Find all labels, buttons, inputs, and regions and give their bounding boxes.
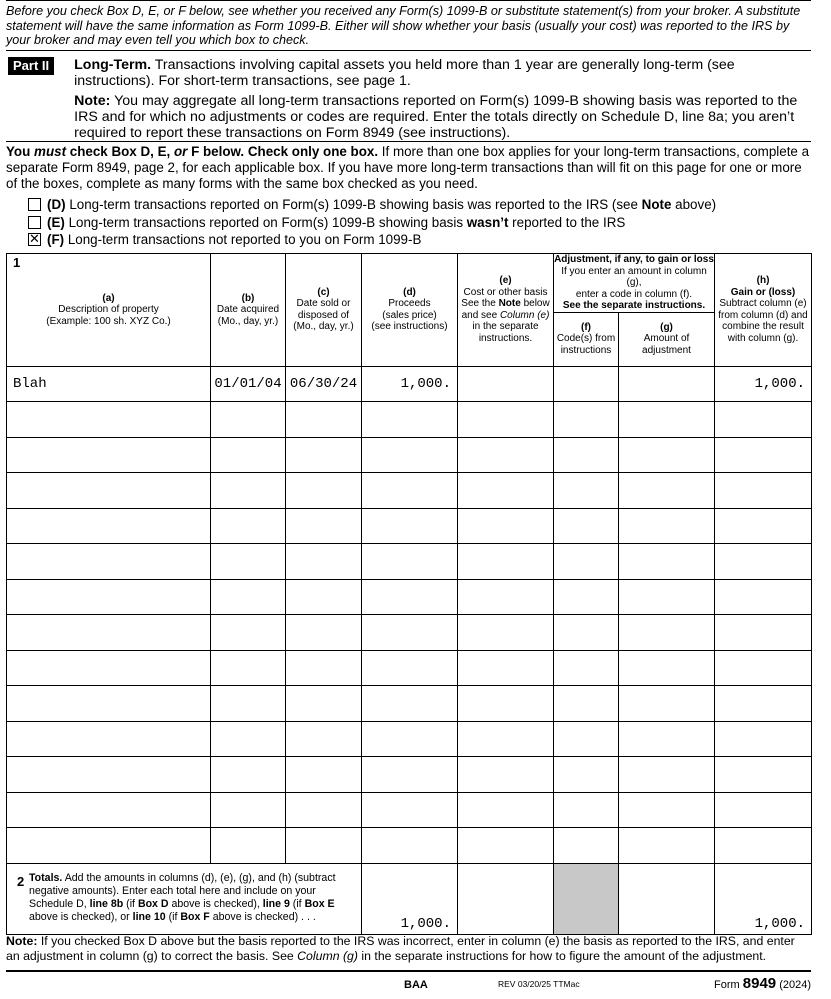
must-check-instructions bbox=[6, 142, 811, 196]
footer-form-label: Form bbox=[714, 979, 743, 991]
totals-t7: (if bbox=[289, 897, 305, 910]
adj-l2: enter a code in column (f). bbox=[575, 288, 693, 300]
cost-basis-cell[interactable] bbox=[458, 402, 554, 438]
box-checklist bbox=[6, 196, 811, 251]
date-acquired-cell[interactable] bbox=[211, 757, 286, 793]
adjustment-code-cell[interactable] bbox=[554, 579, 619, 615]
date-sold-cell[interactable] bbox=[286, 721, 362, 757]
must-e: F below. Check only one box. bbox=[187, 144, 379, 159]
table-row bbox=[7, 615, 812, 651]
adjustment-amount-cell[interactable] bbox=[619, 757, 715, 793]
proceeds-cell[interactable] bbox=[362, 508, 458, 544]
col-c-header bbox=[286, 254, 362, 367]
date-sold-cell[interactable] bbox=[286, 437, 362, 473]
note-italic: Column (g) bbox=[297, 949, 358, 963]
part-note-label: Note: bbox=[74, 93, 111, 109]
adjustment-amount-cell[interactable] bbox=[619, 366, 715, 402]
proceeds-cell[interactable] bbox=[362, 615, 458, 651]
part-heading-text: Transactions involving capital assets you held more than 1 year are generally long-term (see instructions). For short-term transactions, see page 1. bbox=[74, 57, 735, 89]
date-sold-cell[interactable] bbox=[286, 686, 362, 722]
col-c-l2: disposed of bbox=[297, 309, 350, 321]
date-acquired-cell[interactable] bbox=[211, 579, 286, 615]
part-heading: Long-Term. bbox=[74, 57, 152, 73]
cost-basis-cell[interactable] bbox=[458, 579, 554, 615]
box-e-row[interactable] bbox=[28, 214, 811, 232]
box-f-row[interactable] bbox=[28, 231, 811, 249]
adjustment-code-cell[interactable] bbox=[554, 508, 619, 544]
table-row bbox=[7, 757, 812, 793]
gain-loss-cell[interactable] bbox=[715, 437, 812, 473]
adjustment-code-cell[interactable] bbox=[554, 544, 619, 580]
adj-l1: If you enter an amount in column (g), bbox=[561, 265, 707, 288]
adjustment-code-cell[interactable] bbox=[554, 402, 619, 438]
table-row bbox=[7, 650, 812, 686]
date-acquired-cell[interactable] bbox=[211, 721, 286, 757]
note-text: If you checked Box D above but the basis reported to the IRS was incorrect, enter in column (e) the basis as reported to the IRS, and enter an adjustment in column (g) to correct the basis. See bbox=[6, 934, 795, 963]
date-acquired-cell[interactable] bbox=[211, 828, 286, 864]
col-e-l1: Cost or other basis bbox=[463, 286, 548, 298]
table-row bbox=[7, 366, 812, 402]
col-a-l2: (Example: 100 sh. XYZ Co.) bbox=[46, 315, 171, 327]
part-badge: Part II bbox=[8, 57, 54, 75]
box-e-bold: wasn’t bbox=[466, 214, 509, 230]
totals-t3: (if bbox=[123, 897, 138, 910]
gain-loss-cell[interactable] bbox=[715, 828, 812, 864]
date-acquired-cell[interactable] bbox=[211, 473, 286, 509]
totals-t13: above is checked) . . . bbox=[209, 911, 316, 924]
totals-label bbox=[7, 863, 362, 934]
col-d-letter: (d) bbox=[403, 286, 416, 298]
box-d-text: Long-term transactions reported on Form(s) 1099-B showing basis was reported to the IRS (see bbox=[65, 197, 642, 212]
table-row bbox=[7, 579, 812, 615]
table-row bbox=[7, 437, 812, 473]
box-e-text: Long-term transactions reported on Form(s) 1099-B showing basis bbox=[64, 214, 467, 230]
adjustment-amount-cell[interactable] bbox=[619, 792, 715, 828]
date-acquired-cell[interactable] bbox=[211, 792, 286, 828]
adjustment-code-cell[interactable] bbox=[554, 686, 619, 722]
col-f-l2: instructions bbox=[560, 344, 612, 356]
note-label: Note: bbox=[6, 934, 38, 948]
intro-text: Before you check Box D, E, or F below, see whether you received any Form(s) 1099-B or substitute statement(s) from your broker. A substitute statement will have the same information as Form 1099-B. Either will show whether your basis (usually your cost) was reported to the IRS by your broker and may even tell you which box to check. bbox=[6, 4, 801, 47]
gain-loss-cell[interactable] bbox=[715, 579, 812, 615]
col-e-l2b: Note bbox=[498, 298, 521, 310]
cost-basis-cell[interactable] bbox=[458, 615, 554, 651]
cost-basis-cell[interactable] bbox=[458, 686, 554, 722]
note-text2: in the separate instructions for how to figure the amount of the adjustment. bbox=[358, 949, 767, 963]
col-b-l1: Date acquired bbox=[216, 304, 280, 315]
totals-shaded-cell bbox=[554, 863, 619, 934]
col-a-l1: Description of property bbox=[58, 304, 159, 315]
col-e-letter: (e) bbox=[499, 275, 512, 287]
cost-basis-cell[interactable] bbox=[458, 792, 554, 828]
col-g-header bbox=[619, 312, 715, 366]
box-d-checkbox[interactable] bbox=[28, 198, 41, 211]
total-adjustment[interactable] bbox=[619, 863, 715, 934]
box-f-code: (F) bbox=[47, 232, 65, 247]
totals-bold: Totals. bbox=[29, 871, 63, 884]
adjustment-amount-cell[interactable] bbox=[619, 650, 715, 686]
col-e-l3a: and see bbox=[461, 309, 500, 321]
totals-t10: line 10 bbox=[132, 911, 166, 924]
col-f-l1: Code(s) from bbox=[556, 333, 616, 345]
cost-basis-cell[interactable] bbox=[458, 437, 554, 473]
part-ii-section bbox=[6, 51, 811, 141]
table-row bbox=[7, 828, 812, 864]
proceeds-cell[interactable] bbox=[362, 828, 458, 864]
gain-loss-cell[interactable] bbox=[715, 686, 812, 722]
proceeds-cell[interactable] bbox=[362, 650, 458, 686]
adj-title: Adjustment, if any, to gain or loss bbox=[554, 254, 714, 265]
col-h-header bbox=[715, 254, 812, 367]
table-row bbox=[7, 544, 812, 580]
adjustment-amount-cell[interactable] bbox=[619, 544, 715, 580]
col-h-l1: Subtract column (e) bbox=[719, 298, 807, 310]
col-h-letter: (h) bbox=[756, 275, 770, 287]
table-row bbox=[7, 508, 812, 544]
col-h-l2: from column (d) and bbox=[718, 309, 808, 321]
total-proceeds[interactable]: 1,000. bbox=[362, 863, 458, 934]
col-d-l1: Proceeds bbox=[388, 298, 431, 310]
proceeds-cell[interactable]: 1,000. bbox=[362, 366, 458, 402]
col-e-l2a: See the bbox=[461, 298, 499, 310]
date-sold-cell[interactable] bbox=[286, 828, 362, 864]
gain-loss-cell[interactable] bbox=[715, 721, 812, 757]
box-e-text2: reported to the IRS bbox=[508, 214, 626, 230]
proceeds-cell[interactable] bbox=[362, 686, 458, 722]
line-1-label: 1 bbox=[13, 255, 21, 270]
cost-basis-cell[interactable] bbox=[458, 828, 554, 864]
form-8949-page2 bbox=[6, 0, 811, 992]
proceeds-cell[interactable] bbox=[362, 544, 458, 580]
part-text bbox=[74, 57, 811, 141]
proceeds-cell[interactable] bbox=[362, 579, 458, 615]
col-c-l3: (Mo., day, yr.) bbox=[293, 321, 354, 333]
gain-loss-cell[interactable] bbox=[715, 792, 812, 828]
totals-t2: line 8b bbox=[89, 897, 124, 910]
col-b-l2: (Mo., day, yr.) bbox=[217, 315, 279, 327]
description-cell[interactable]: Blah bbox=[7, 366, 211, 402]
col-e-l2c: below bbox=[520, 298, 550, 310]
proceeds-cell[interactable] bbox=[362, 473, 458, 509]
footer-form-id bbox=[714, 975, 811, 992]
date-sold-cell[interactable] bbox=[286, 792, 362, 828]
adjustment-code-cell[interactable] bbox=[554, 792, 619, 828]
totals-t1: Add the amounts in columns (d), (e), (g), and (h) (subtract negative amounts). Enter each total here and include on your Schedule D, bbox=[29, 871, 336, 910]
col-h-l4: with column (g). bbox=[727, 332, 799, 344]
must-b: must bbox=[34, 144, 67, 159]
totals-t6: line 9 bbox=[262, 897, 290, 910]
description-cell[interactable] bbox=[7, 508, 211, 544]
totals-row bbox=[7, 863, 812, 934]
description-cell[interactable] bbox=[7, 721, 211, 757]
must-d: or bbox=[173, 144, 188, 159]
date-sold-cell[interactable] bbox=[286, 473, 362, 509]
col-c-l1: Date sold or bbox=[296, 298, 351, 310]
must-c: check Box D, E, bbox=[66, 144, 174, 159]
gain-loss-cell[interactable] bbox=[715, 544, 812, 580]
totals-t11: (if bbox=[165, 911, 181, 924]
description-cell[interactable] bbox=[7, 686, 211, 722]
col-d-l3: (see instructions) bbox=[371, 321, 448, 333]
bottom-note bbox=[6, 934, 811, 964]
gain-loss-cell[interactable]: 1,000. bbox=[715, 366, 812, 402]
col-a-letter: (a) bbox=[102, 292, 115, 304]
date-sold-cell[interactable] bbox=[286, 402, 362, 438]
box-d-row[interactable] bbox=[28, 196, 811, 214]
date-acquired-cell[interactable] bbox=[211, 686, 286, 722]
description-cell[interactable] bbox=[7, 544, 211, 580]
adj-l3: See the separate instructions. bbox=[562, 300, 706, 311]
col-b-header bbox=[211, 254, 286, 367]
page-footer bbox=[6, 970, 811, 994]
col-e-l5: instructions. bbox=[478, 332, 533, 344]
adjustment-amount-cell[interactable] bbox=[619, 686, 715, 722]
table-row bbox=[7, 686, 812, 722]
col-e-header bbox=[458, 254, 554, 367]
col-f-header bbox=[554, 312, 619, 366]
adjustment-amount-cell[interactable] bbox=[619, 615, 715, 651]
date-acquired-cell[interactable] bbox=[211, 544, 286, 580]
col-b-letter: (b) bbox=[241, 292, 255, 304]
col-e-l3b: Column (e) bbox=[499, 309, 550, 321]
date-acquired-cell[interactable] bbox=[211, 650, 286, 686]
gain-loss-cell[interactable] bbox=[715, 402, 812, 438]
cost-basis-cell[interactable] bbox=[458, 544, 554, 580]
footer-year: (2024) bbox=[776, 979, 811, 991]
line-2-label: 2 bbox=[17, 873, 25, 889]
col-a-header bbox=[7, 254, 211, 367]
adjustment-amount-cell[interactable] bbox=[619, 508, 715, 544]
date-sold-cell[interactable]: 06/30/24 bbox=[286, 366, 362, 402]
description-cell[interactable] bbox=[7, 473, 211, 509]
gain-loss-cell[interactable] bbox=[715, 757, 812, 793]
date-sold-cell[interactable] bbox=[286, 579, 362, 615]
box-e-code: (E) bbox=[47, 214, 65, 230]
adjustment-code-cell[interactable] bbox=[554, 366, 619, 402]
adjustment-code-cell[interactable] bbox=[554, 437, 619, 473]
col-g-letter: (g) bbox=[660, 321, 673, 333]
description-cell[interactable] bbox=[7, 792, 211, 828]
proceeds-cell[interactable] bbox=[362, 721, 458, 757]
totals-t4: Box D bbox=[137, 897, 169, 910]
gain-loss-cell[interactable] bbox=[715, 508, 812, 544]
footer-baa: BAA bbox=[404, 979, 428, 991]
cost-basis-cell[interactable] bbox=[458, 650, 554, 686]
totals-t5: above is checked), bbox=[168, 897, 263, 910]
description-cell[interactable] bbox=[7, 437, 211, 473]
date-sold-cell[interactable] bbox=[286, 615, 362, 651]
total-gain-loss[interactable]: 1,000. bbox=[715, 863, 812, 934]
adjustment-code-cell[interactable] bbox=[554, 473, 619, 509]
adjustment-amount-cell[interactable] bbox=[619, 721, 715, 757]
adjustment-amount-cell[interactable] bbox=[619, 473, 715, 509]
date-acquired-cell[interactable] bbox=[211, 402, 286, 438]
transaction-rows bbox=[7, 366, 812, 863]
must-f: If more than one box applies for your long-term transactions, complete a separate Form 8949, page 2, for each applicable box. If you have more long-term transactions than will fit on this page for one or more of the boxes, complete as many forms with the same box checked as you need. bbox=[6, 144, 810, 191]
footer-form-num: 8949 bbox=[742, 975, 777, 992]
transactions-table bbox=[6, 253, 812, 935]
date-acquired-cell[interactable] bbox=[211, 437, 286, 473]
box-d-text2: above) bbox=[671, 197, 717, 212]
table-row bbox=[7, 792, 812, 828]
proceeds-cell[interactable] bbox=[362, 437, 458, 473]
date-sold-cell[interactable] bbox=[286, 544, 362, 580]
col-f-letter: (f) bbox=[581, 321, 591, 333]
proceeds-cell[interactable] bbox=[362, 757, 458, 793]
gain-loss-cell[interactable] bbox=[715, 615, 812, 651]
cost-basis-cell[interactable] bbox=[458, 473, 554, 509]
adjustment-code-cell[interactable] bbox=[554, 721, 619, 757]
description-cell[interactable] bbox=[7, 579, 211, 615]
cost-basis-cell[interactable] bbox=[458, 508, 554, 544]
footer-rev: REV 03/20/25 TTMac bbox=[498, 979, 580, 989]
col-c-letter: (c) bbox=[317, 286, 330, 298]
adjustment-header bbox=[554, 254, 715, 313]
col-h-l3: combine the result bbox=[722, 321, 804, 333]
date-acquired-cell[interactable] bbox=[211, 615, 286, 651]
date-sold-cell[interactable] bbox=[286, 650, 362, 686]
date-sold-cell[interactable] bbox=[286, 757, 362, 793]
date-acquired-cell[interactable]: 01/01/04 bbox=[211, 366, 286, 402]
table-row bbox=[7, 402, 812, 438]
totals-t12: Box F bbox=[180, 911, 210, 924]
col-g-l1: Amount of bbox=[643, 333, 690, 345]
date-acquired-cell[interactable] bbox=[211, 508, 286, 544]
col-h-title: Gain or (loss) bbox=[730, 286, 796, 298]
date-sold-cell[interactable] bbox=[286, 508, 362, 544]
table-row bbox=[7, 721, 812, 757]
adjustment-amount-cell[interactable] bbox=[619, 402, 715, 438]
table-row bbox=[7, 473, 812, 509]
description-cell[interactable] bbox=[7, 402, 211, 438]
col-g-l2: adjustment bbox=[642, 344, 691, 356]
box-e-checkbox[interactable] bbox=[28, 216, 41, 229]
adjustment-code-cell[interactable] bbox=[554, 757, 619, 793]
box-f-checkbox[interactable]: ✕ bbox=[29, 231, 40, 247]
totals-t8: Box E bbox=[304, 897, 335, 910]
box-d-code: (D) bbox=[47, 197, 66, 212]
col-d-header bbox=[362, 254, 458, 367]
col-e-l4: in the separate bbox=[472, 321, 539, 333]
cost-basis-cell[interactable] bbox=[458, 721, 554, 757]
col-d-l2: (sales price) bbox=[382, 309, 437, 321]
must-a: You bbox=[6, 144, 35, 159]
description-cell[interactable] bbox=[7, 615, 211, 651]
adjustment-code-cell[interactable] bbox=[554, 828, 619, 864]
proceeds-cell[interactable] bbox=[362, 792, 458, 828]
adjustment-amount-cell[interactable] bbox=[619, 579, 715, 615]
part-note-text: You may aggregate all long-term transactions reported on Form(s) 1099-B showing basis was reported to the IRS and for which no adjustments or codes are required. Enter the totals directly on Schedule D, line 8a; you aren’t required to report these transactions on Form 8949 (see instructions). bbox=[74, 93, 798, 141]
description-cell[interactable] bbox=[7, 650, 211, 686]
cost-basis-cell[interactable] bbox=[458, 757, 554, 793]
gain-loss-cell[interactable] bbox=[715, 650, 812, 686]
totals-t9: above is checked), or bbox=[29, 911, 133, 924]
description-cell[interactable] bbox=[7, 757, 211, 793]
total-cost-basis[interactable] bbox=[458, 863, 554, 934]
box-d-bold: Note bbox=[641, 197, 672, 212]
gain-loss-cell[interactable] bbox=[715, 473, 812, 509]
adjustment-amount-cell[interactable] bbox=[619, 828, 715, 864]
proceeds-cell[interactable] bbox=[362, 402, 458, 438]
adjustment-code-cell[interactable] bbox=[554, 650, 619, 686]
adjustment-code-cell[interactable] bbox=[554, 615, 619, 651]
adjustment-amount-cell[interactable] bbox=[619, 437, 715, 473]
box-f-text: Long-term transactions not reported to you on Form 1099-B bbox=[64, 232, 422, 247]
cost-basis-cell[interactable] bbox=[458, 366, 554, 402]
description-cell[interactable] bbox=[7, 828, 211, 864]
